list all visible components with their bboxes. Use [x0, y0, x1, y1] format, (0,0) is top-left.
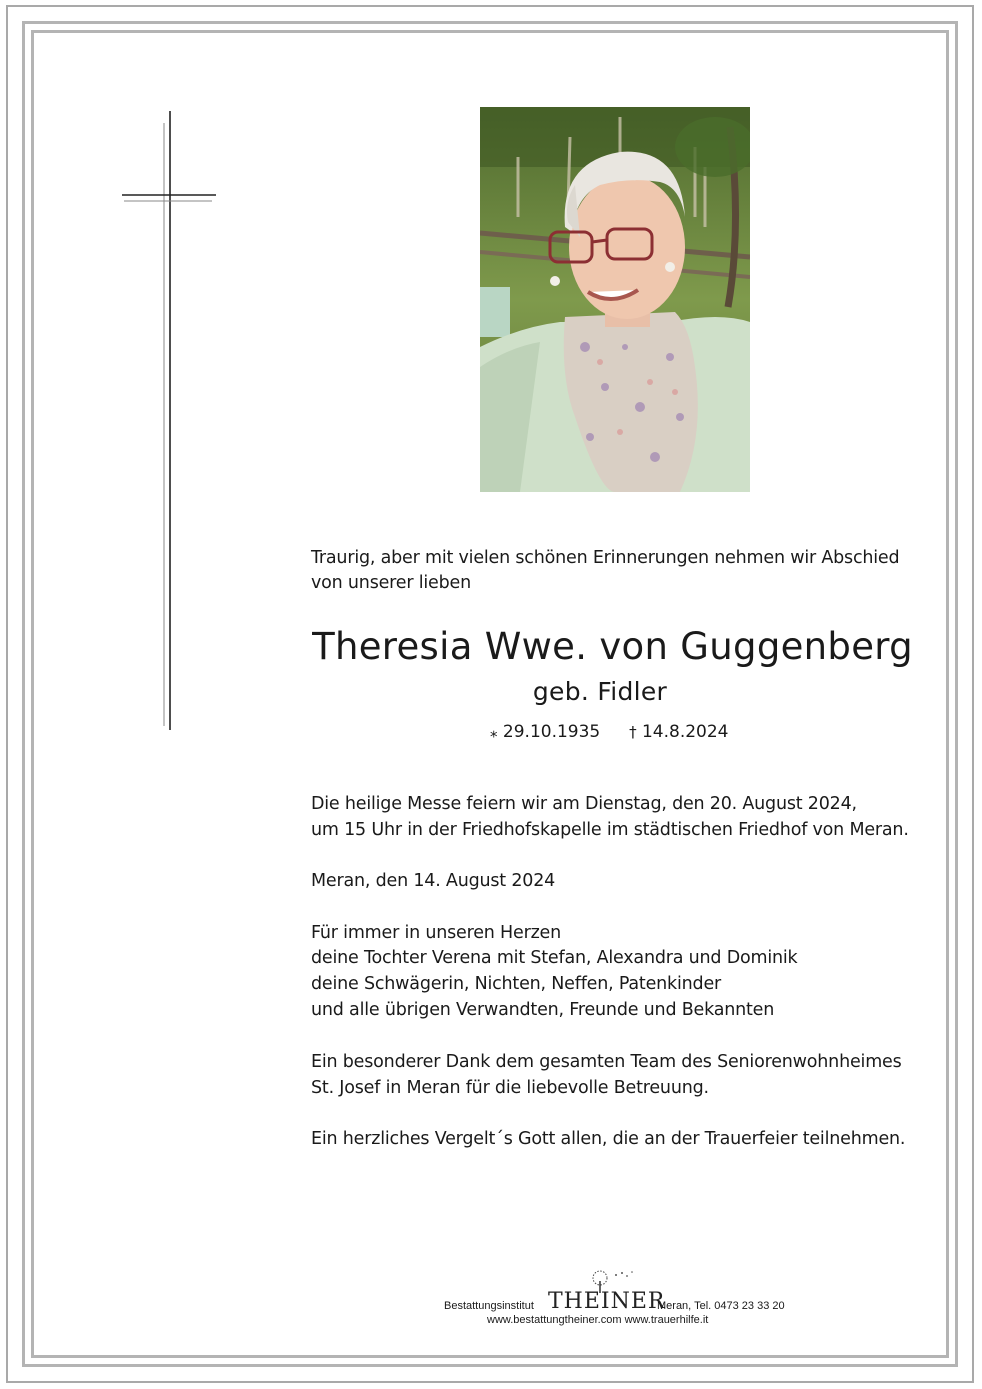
mourners-line-2: deine Tochter Verena mit Stefan, Alexandra und Dominik: [311, 948, 798, 968]
portrait-image: [480, 107, 750, 492]
place-date: Meran, den 14. August 2024: [311, 871, 556, 891]
thanks-line-1: Ein besonderer Dank dem gesamten Team des Seniorenwohnheimes: [311, 1052, 902, 1072]
intro-line-2: von unserer lieben: [311, 573, 471, 593]
death-cross-icon: †: [629, 723, 637, 741]
life-dates: [490, 719, 729, 745]
birth-star-icon: ⁎: [490, 723, 498, 741]
cross-icon: [120, 108, 220, 733]
deceased-name: Theresia Wwe. von Guggenberg: [312, 625, 913, 668]
maiden-name: geb. Fidler: [532, 677, 668, 706]
birth-date: 29.10.1935: [502, 722, 601, 742]
footer-contact: Meran, Tel. 0473 23 33 20: [657, 1300, 785, 1312]
thanks-line-2: St. Josef in Meran für die liebevolle Betreuung.: [311, 1078, 709, 1098]
intro-line-1: Traurig, aber mit vielen schönen Erinnerungen nehmen wir Abschied: [311, 548, 900, 568]
portrait-photo: [480, 107, 750, 492]
mass-line-2: um 15 Uhr in der Friedhofskapelle im städtischen Friedhof von Meran.: [311, 820, 909, 840]
mass-line-1: Die heilige Messe feiern wir am Dienstag, den 20. August 2024,: [311, 794, 857, 814]
death-date: 14.8.2024: [641, 722, 729, 742]
closing-line: Ein herzliches Vergelt´s Gott allen, die an der Trauerfeier teilnehmen.: [311, 1129, 906, 1149]
mourners-line-3: deine Schwägerin, Nichten, Neffen, Patenkinder: [311, 974, 722, 994]
footer-institute-label: Bestattungsinstitut: [444, 1300, 534, 1312]
mourners-line-1: Für immer in unseren Herzen: [311, 923, 562, 943]
funeral-home-footer: [440, 1267, 800, 1331]
footer-websites: www.bestattungtheiner.com www.trauerhilfe.it: [487, 1314, 709, 1326]
mourners-line-4: und alle übrigen Verwandten, Freunde und Bekannten: [311, 1000, 775, 1020]
footer-brand: THEINER: [548, 1289, 666, 1314]
